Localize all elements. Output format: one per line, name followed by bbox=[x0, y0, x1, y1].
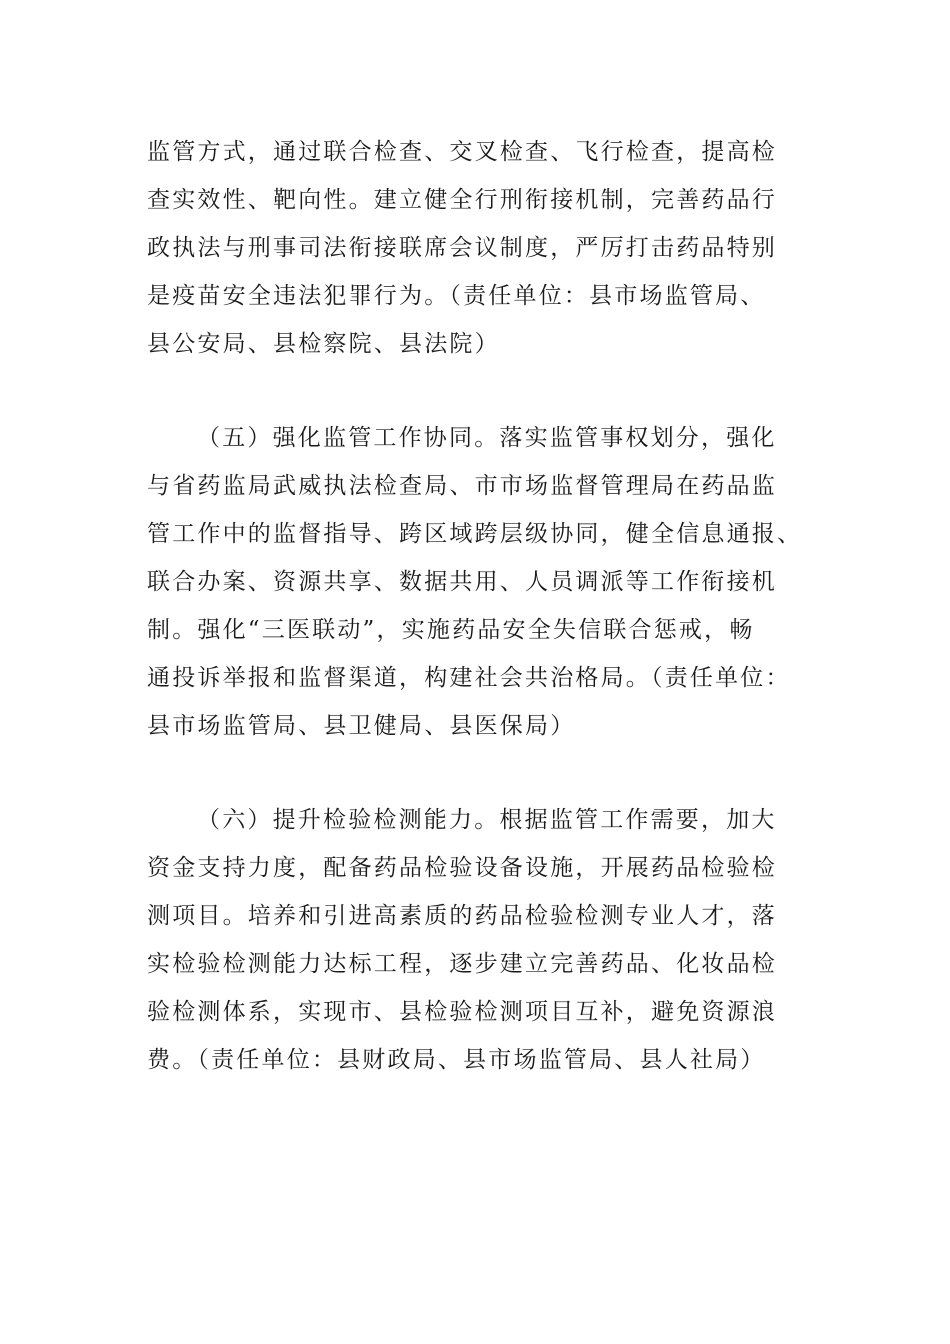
text-line: 验检测体系，实现市、县检验检测项目互补，避免资源浪 bbox=[147, 999, 777, 1025]
paragraph-section-six bbox=[147, 796, 807, 1084]
text-line: 制。强化“三医联动”，实施药品安全失信联合惩戒，畅 bbox=[147, 617, 755, 643]
text-line: 实检验检测能力达标工程，逐步建立完善药品、化妆品检 bbox=[147, 951, 777, 977]
text-line: 管工作中的监督指导、跨区域跨层级协同，健全信息通报、 bbox=[147, 521, 803, 547]
text-line: 政执法与刑事司法衔接联席会议制度，严厉打击药品特别 bbox=[147, 235, 777, 261]
text-line: 资金支持力度，配备药品检验设备设施，开展药品检验检 bbox=[147, 855, 777, 881]
text-line: 测项目。培养和引进高素质的药品检验检测专业人才，落 bbox=[147, 903, 777, 929]
text-line: 查实效性、靶向性。建立健全行刑衔接机制，完善药品行 bbox=[147, 187, 777, 213]
text-line: 通投诉举报和监督渠道，构建社会共治格局。（责任单位： bbox=[147, 665, 791, 691]
text-line: 是疫苗安全违法犯罪行为。（责任单位：县市场监管局、 bbox=[147, 283, 766, 309]
text-line: 联合办案、资源共享、数据共用、人员调派等工作衔接机 bbox=[147, 569, 777, 595]
text-line: （六）提升检验检测能力。根据监管工作需要，加大 bbox=[197, 807, 777, 833]
text-line: 与省药监局武威执法检查局、市市场监督管理局在药品监 bbox=[147, 473, 777, 499]
text-line: 费。（责任单位：县财政局、县市场监管局、县人社局） bbox=[147, 1047, 766, 1073]
text-line: 县市场监管局、县卫健局、县医保局） bbox=[147, 713, 576, 739]
paragraph-section-five bbox=[147, 414, 807, 750]
paragraph-continued bbox=[147, 128, 807, 368]
text-line: 县公安局、县检察院、县法院） bbox=[147, 331, 500, 357]
text-line: 监管方式，通过联合检查、交叉检查、飞行检查，提高检 bbox=[147, 139, 777, 165]
text-line: （五）强化监管工作协同。落实监管事权划分，强化 bbox=[197, 425, 777, 451]
